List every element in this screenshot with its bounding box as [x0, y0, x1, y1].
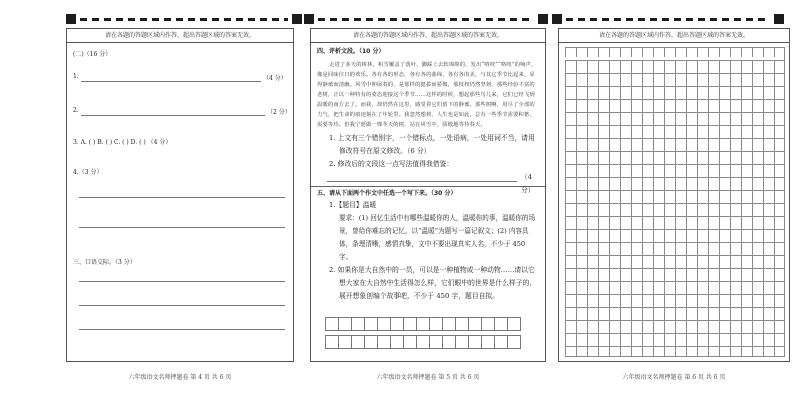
- page-4-footer: 六年级语文名师押题卷 第 4 页 共 6 页: [128, 374, 232, 381]
- composition-grid[interactable]: [565, 47, 785, 357]
- oral-answer-line-1[interactable]: [79, 281, 285, 282]
- q2-score: （2 分）: [267, 109, 291, 116]
- essay-grid-row-1[interactable]: [325, 317, 520, 331]
- oral-answer-line-3[interactable]: [79, 329, 285, 330]
- cut-line-middle: [304, 14, 548, 26]
- revise-question-1: 1. 上文有三个错别字，一个错标点，一处语病，一处用词不当，请用修改符号在原文修改。（6 分）: [329, 134, 535, 155]
- q4-label: 4.（3 分）: [73, 169, 103, 176]
- section-divider: [311, 186, 545, 187]
- essay-grid-row-2[interactable]: [325, 335, 520, 349]
- q1-number: 1.: [73, 73, 79, 80]
- q1-answer-line[interactable]: [81, 81, 261, 82]
- q2-number: 2.: [73, 107, 79, 114]
- page-5-footer: 六年级语文名师押题卷 第 5 页 共 6 页: [376, 374, 480, 381]
- section-four-heading: 四、评析文段。（10 分）: [317, 48, 385, 55]
- q3-choices: 3. A. ( ) B. ( ) C. ( ) D. ( ) （4 分）: [73, 139, 172, 146]
- essay-topic-2: 2. 如果你是大自然中的一员，可以是一种植物或一种动物……请以它想大家在大自然中生活得怎么样，它们眼中的世界是什么样子的，展开想象创编个故事吧，不少于 450 字，题目自拟。: [329, 266, 537, 300]
- q2-score: （4 分）: [521, 173, 535, 194]
- q4-answer-line-2[interactable]: [79, 227, 285, 228]
- page-6-footer: 六年级语文名师押题卷 第 6 页 共 6 页: [622, 374, 726, 381]
- q1-score: （4 分）: [263, 75, 287, 82]
- review-passage: 走进了多天的树林，积雪覆盖了落叶，脚踩上去软绵绵的，发出“咯吱”“咯吱”的响声，像是回味往日的欢乐。各有各的形态，各有各的曲线，各有各的美，与其它季节比起来，显得静谧而清幽。风雪中伸展着的，是那样的挺拔而骄傲，那枝杈仍然坚韧，那些经验丰富的老树，正以一种特有的姿态迎接这个季节……这样的时候，想起那些鸟儿来，它们已经飞到温暖的南方去了。而我，却仍然在这里，感受着它们留下的静谧。那些树啊，用尽了全部的力气，把生命的痕迹刻在了年轮里。我忽然想到，人生也是如此，总有一些季节需要积蓄，需要等待。但我宁愿做一棵冬天的树，站在风雪中，骄傲地等待春天。: [317, 62, 537, 128]
- page-notice: 请在各题的答题区域内作答，超出答题区域的答案无效。: [559, 29, 789, 43]
- page-notice: 请在各题的答题区域内作答，超出答题区域的答案无效。: [67, 29, 293, 43]
- answer-page-6: [558, 28, 790, 362]
- answer-page-5: [310, 28, 546, 362]
- essay-topic-1-requirements: 要求：(1) 回忆生活中有哪些温暖你的人，温暖你的事，温暖你的场景，曾给你难忘的记忆，以“温暖”为题写一篇记叙文；(2) 内容具体，条理清晰，感情真挚，文中不要出现真实人名，不少于 450 字。: [339, 214, 536, 261]
- revise-question-2: 2. 修改后的文段这一点写法值得我借鉴：: [329, 160, 454, 168]
- q2-answer-line[interactable]: [81, 115, 265, 116]
- section-two-heading: (二)（16 分）: [73, 51, 112, 58]
- page-notice: 请在各题的答题区域内作答，超出答题区域的答案无效。: [311, 29, 545, 43]
- cut-line-right: [552, 14, 784, 26]
- essay-topic-1-title: 1.【题目】温暖: [329, 201, 377, 209]
- section-five-heading: 五、请从下面两个作文中任选一个写下来。（30 分）: [317, 190, 457, 197]
- q2-answer-line[interactable]: [327, 181, 517, 182]
- cut-line-left: [66, 14, 302, 26]
- section-three-heading: 三、口语交际。（3 分）: [73, 259, 136, 266]
- page-5-content: [311, 43, 545, 303]
- q4-answer-line-1[interactable]: [79, 197, 285, 198]
- answer-page-4: [66, 28, 294, 362]
- oral-answer-line-2[interactable]: [79, 305, 285, 306]
